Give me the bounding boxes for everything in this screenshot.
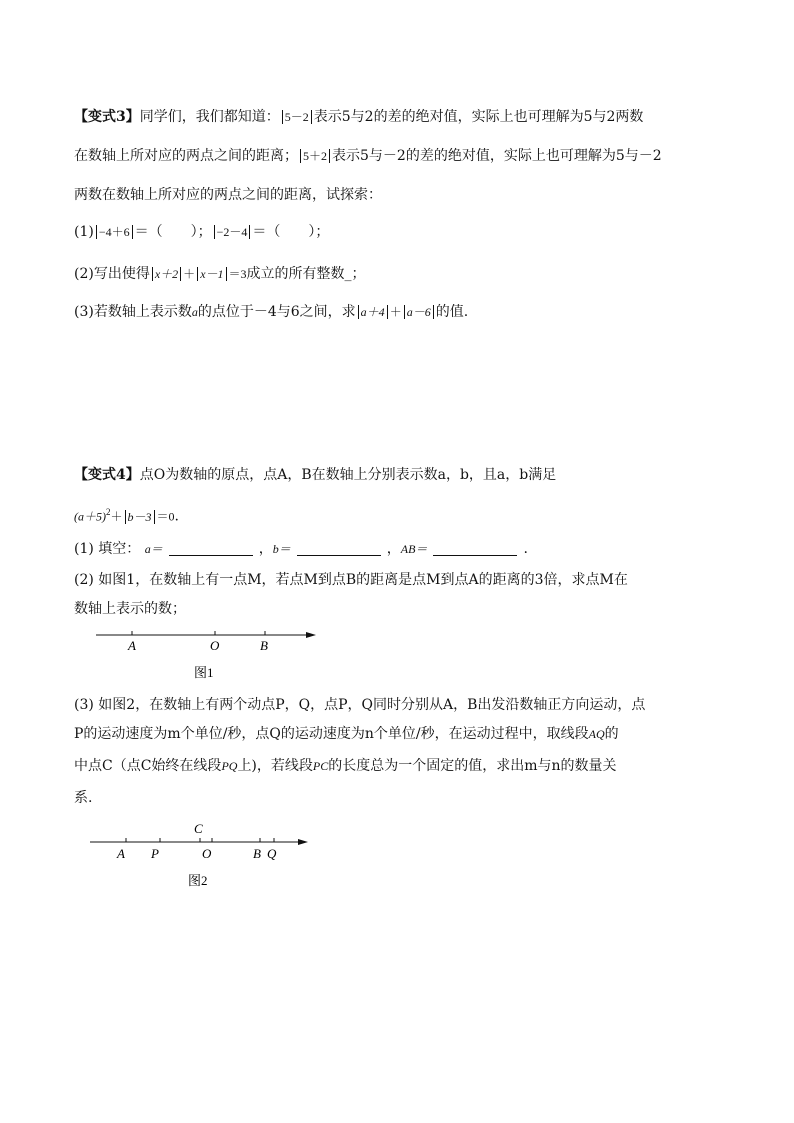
p4-question-2-line-2: 数轴上表示的数； bbox=[74, 601, 186, 617]
fig2-label-p: P bbox=[151, 846, 159, 861]
fig1-label-a: A bbox=[128, 638, 136, 653]
p4-line-1: 【变式4】点O为数轴的原点，点A，B在数轴上分别表示数a，b，且a，b满足 bbox=[74, 467, 557, 483]
fig2-label-c: C bbox=[194, 821, 203, 836]
p4-condition: $(a+5)^2+ b-3 =0$. bbox=[74, 507, 179, 525]
fig1-label-o: O bbox=[210, 638, 220, 653]
p3-line-3: 两数在数轴上所对应的两点之间的距离，试探索： bbox=[74, 187, 382, 203]
p4-question-2-line-1: (2) 如图1，在数轴上有一点M，若点M到点B的距离是点M到点A的距离的3倍，求点M在 bbox=[74, 572, 628, 588]
p3-question-3: (3)若数轴上表示数a的点位于－4与6之间，求 a＋4 ＋ a－6 的值. bbox=[74, 304, 469, 320]
fig2-arrow bbox=[298, 839, 308, 845]
p4-question-3-line-2: P的运动速度为m个单位/秒，点Q的运动速度为n个单位/秒，在运动过程中，取线段AQ的 bbox=[74, 726, 619, 742]
p3-question-1: (1) −4＋6 ＝（ ）； −2－4 ＝（ ）； bbox=[74, 224, 330, 240]
p4-question-3-line-3: 中点C（点C始终在线段PQ上)，若线段PC的长度总为一个固定的值，求出m与n的数量关 bbox=[74, 758, 617, 774]
p4-tag: 【变式4】 bbox=[74, 467, 140, 483]
fig1-arrow bbox=[306, 632, 316, 638]
p3-line-2: 在数轴上所对应的两点之间的距离； 5＋2 表示5与－2的差的绝对值，实际上也可理解为5与－2 bbox=[74, 148, 662, 164]
blank-ab[interactable] bbox=[433, 541, 517, 556]
blank-a[interactable] bbox=[169, 541, 253, 556]
figure-2-number-line bbox=[84, 816, 324, 892]
fig1-caption: 图1 bbox=[194, 665, 214, 680]
p4-question-3-line-1: (3) 如图2，在数轴上有两个动点P，Q，点P，Q同时分别从A，B出发沿数轴正方向运动，点 bbox=[74, 697, 646, 713]
fig2-caption: 图2 bbox=[188, 873, 208, 888]
fig2-label-q: Q bbox=[267, 846, 277, 861]
fig2-label-o: O bbox=[202, 846, 212, 861]
fig2-label-a: A bbox=[117, 846, 125, 861]
p3-tag: 【变式3】 bbox=[74, 109, 140, 125]
fig1-label-b: B bbox=[260, 638, 268, 653]
fig2-label-b: B bbox=[253, 846, 261, 861]
blank-b[interactable] bbox=[297, 541, 381, 556]
p3-line-1: 【变式3】同学们，我们都知道： 5－2 表示5与2的差的绝对值，实际上也可理解为5与2两数 bbox=[74, 109, 644, 125]
p4-question-1: (1) 填空： a＝ ，b＝ ，AB＝ . bbox=[74, 541, 528, 557]
p3-question-2: (2)写出使得 x＋2 ＋ x－1 ＝3成立的所有整数_； bbox=[74, 266, 366, 282]
figure-1-number-line bbox=[90, 624, 330, 684]
p4-question-3-line-4: 系. bbox=[74, 790, 93, 806]
